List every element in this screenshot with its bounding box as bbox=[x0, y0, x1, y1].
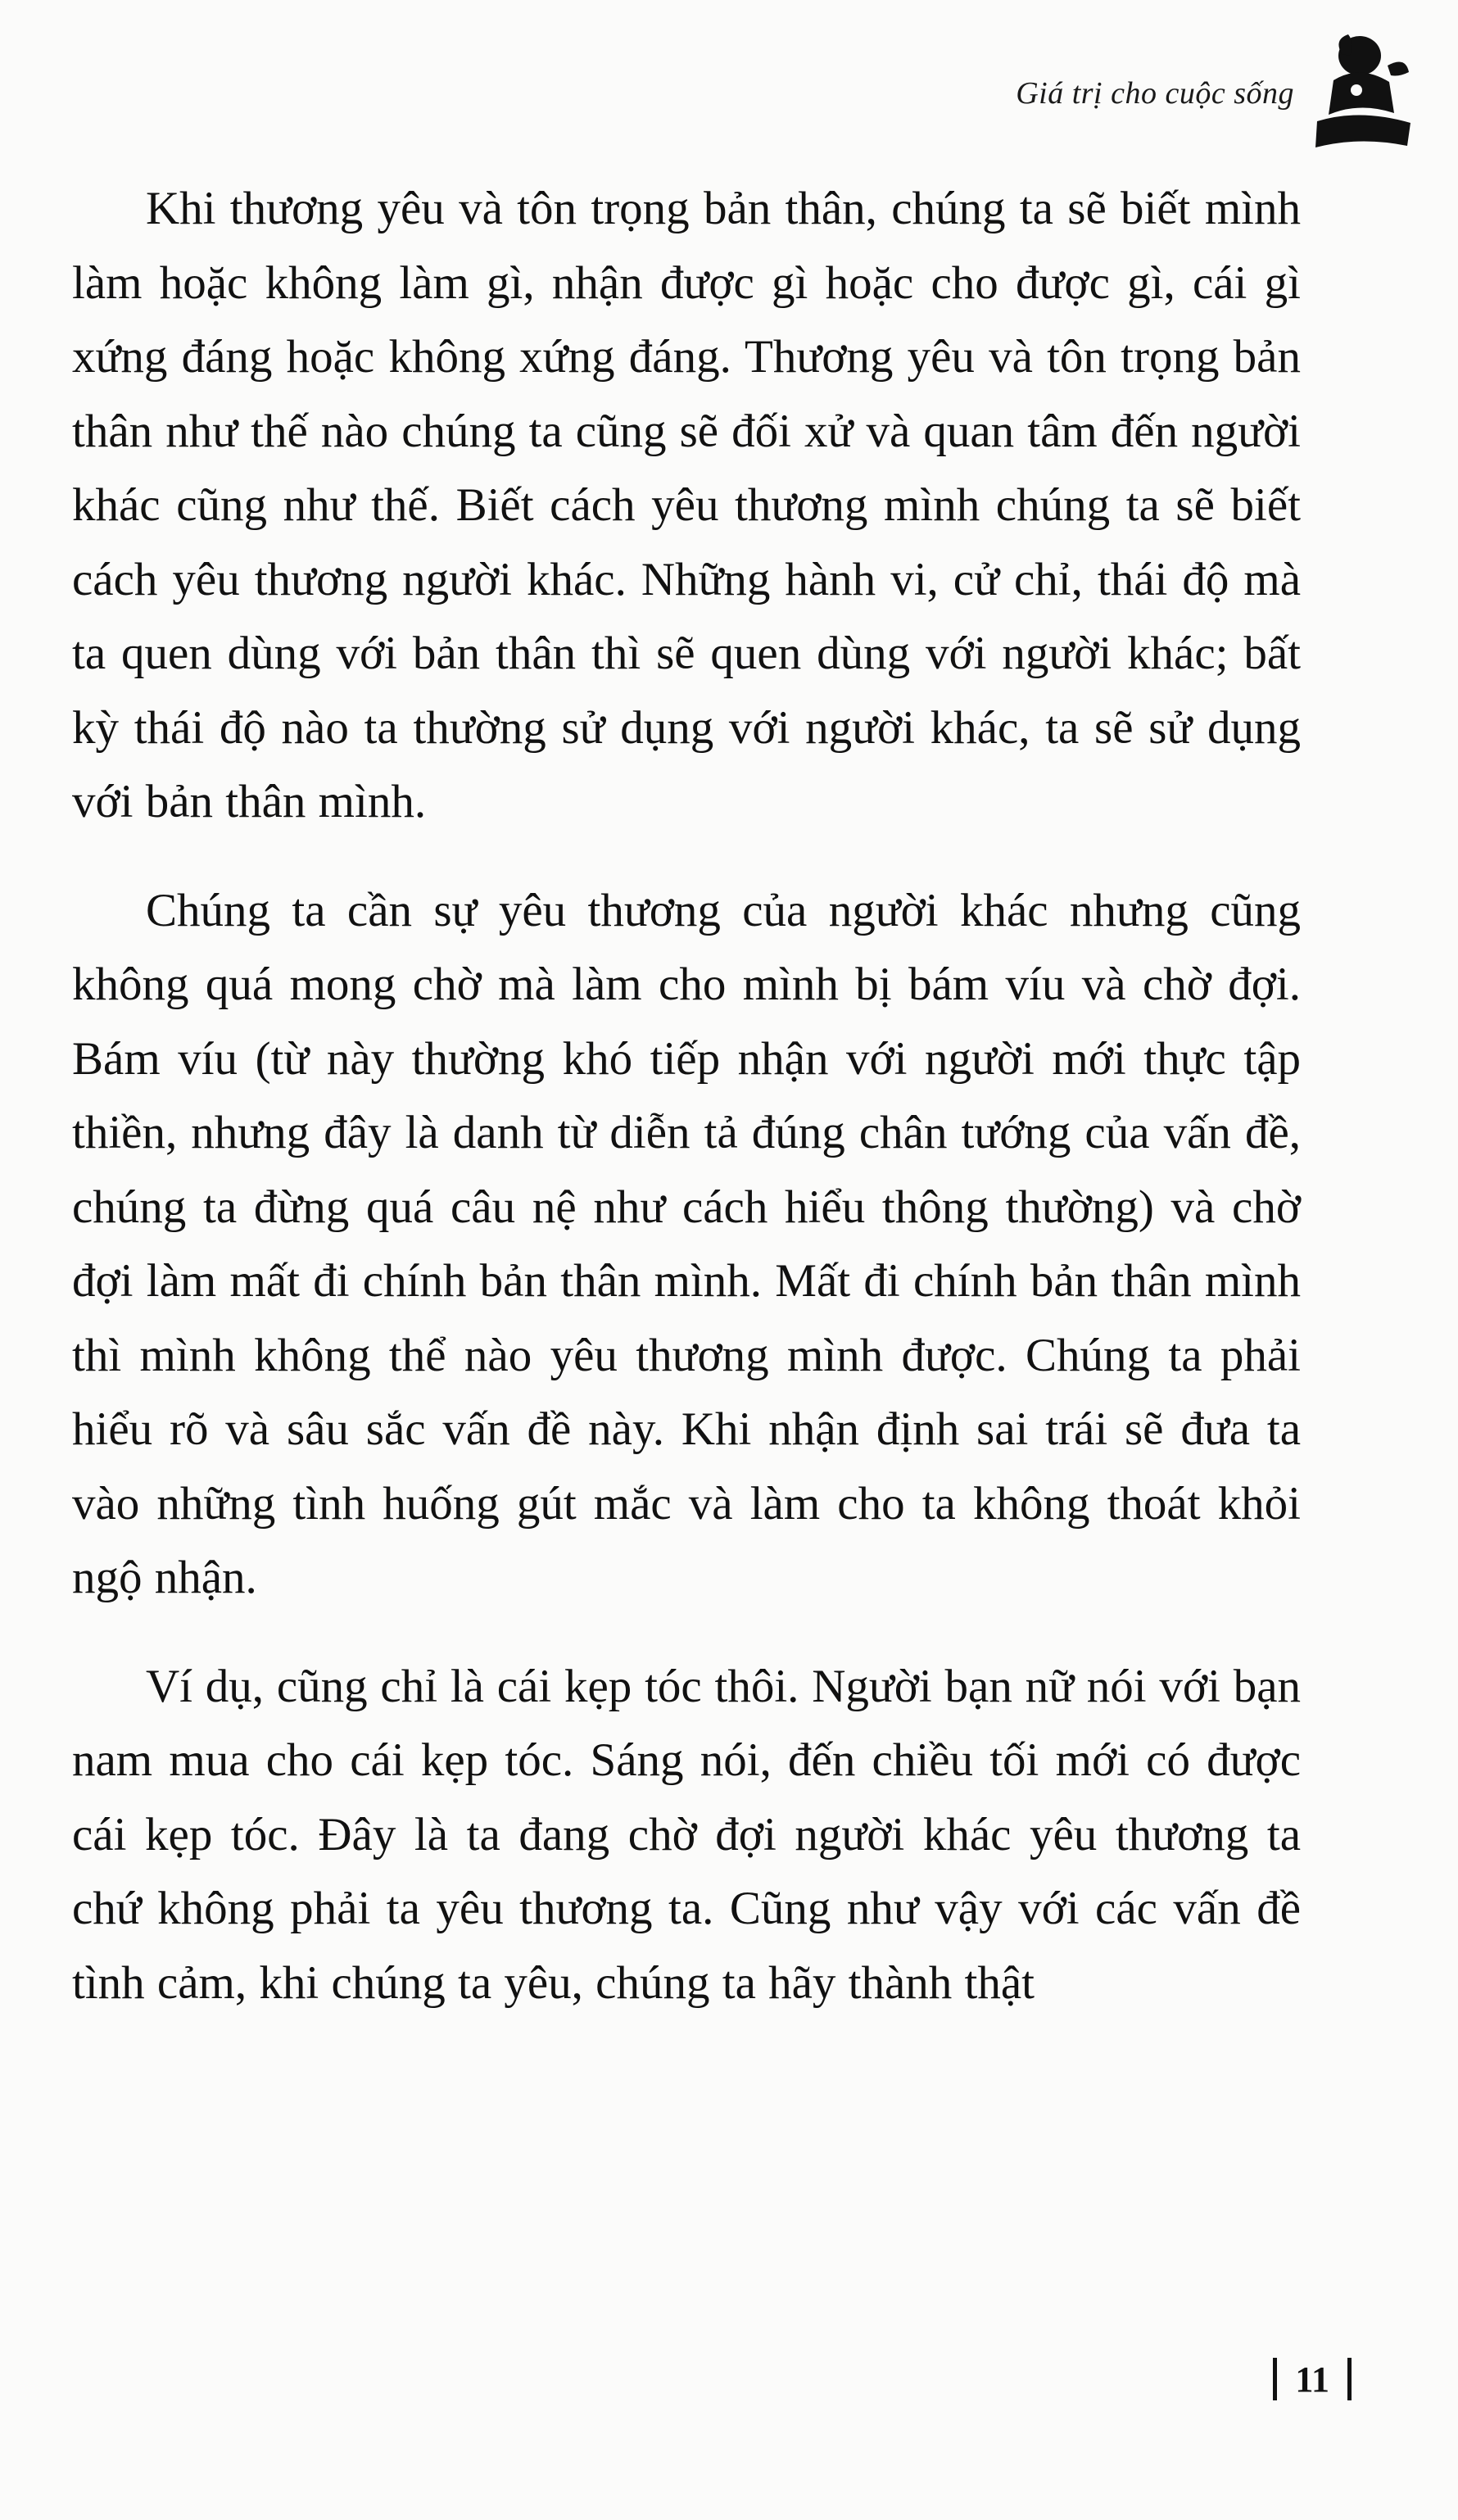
folio-right-rule bbox=[1347, 2358, 1352, 2400]
paragraph-1: Khi thương yêu và tôn trọng bản thân, chúng ta sẽ biết mình làm hoặc không làm gì, nhận được gì hoặc cho được gì, cái gì xứng đáng hoặc không xứng đáng. Thương yêu và tôn trọng bản thân như thế nào chúng ta cũng sẽ đối xử và quan tâm đến người khác cũng như thế. Biết cách yêu thương mình chúng ta sẽ biết cách yêu thương người khác. Những hành vi, cử chỉ, thái độ mà ta quen dùng với bản thân thì sẽ quen dùng với người khác; bất kỳ thái độ nào ta thường sử dụng với người khác, ta sẽ sử dụng với bản thân mình. bbox=[72, 183, 1301, 827]
paragraph-2: Chúng ta cần sự yêu thương của người khác nhưng cũng không quá mong chờ mà làm cho mình bị bám víu và chờ đợi. Bám víu (từ này thường khó tiếp nhận với người mới thực tập thiền, nhưng đây là danh từ diễn tả đúng chân tướng của vấn đề, chúng ta đừng quá câu nệ như cách hiểu thông thường) và chờ đợi làm mất đi chính bản thân mình. Mất đi chính bản thân mình thì mình không thể nào yêu thương mình được. Chúng ta phải hiểu rõ và sâu sắc vấn đề này. Khi nhận định sai trái sẽ đưa ta vào những tình huống gút mắc và làm cho ta không thoát khỏi ngộ nhận. bbox=[72, 884, 1301, 1603]
body-text bbox=[72, 172, 1301, 2055]
running-header-title: Giá trị cho cuộc sống bbox=[1016, 76, 1294, 111]
paragraph-3: Ví dụ, cũng chỉ là cái kẹp tóc thôi. Người bạn nữ nói với bạn nam mua cho cái kẹp tóc. Sáng nói, đến chiều tối mới có được cái kẹp tóc. Đây là ta đang chờ đợi người khác yêu thương ta chứ không phải ta yêu thương ta. Cũng như vậy với các vấn đề tình cảm, khi chúng ta yêu, chúng ta hãy thành thật bbox=[72, 1660, 1301, 2009]
folio-left-rule bbox=[1273, 2358, 1277, 2400]
meditating-monk-ornament-icon bbox=[1309, 23, 1415, 154]
page-footer bbox=[1273, 2358, 1352, 2400]
page-number: 11 bbox=[1295, 2359, 1329, 2400]
